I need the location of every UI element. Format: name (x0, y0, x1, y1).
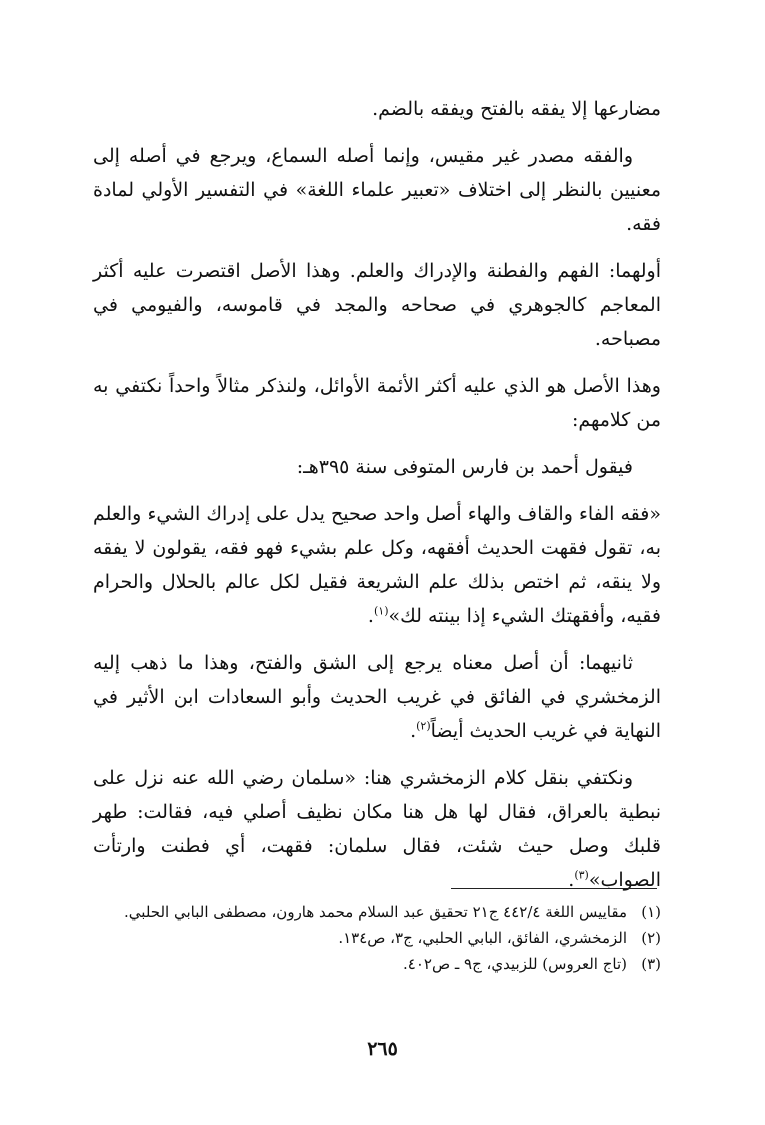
footnote-number: (١) (641, 903, 661, 921)
paragraph-3: أولهما: الفهم والفطنة والإدراك والعلم. وهذا الأصل اقتصرت عليه أكثر المعاجم كالجوهري في صحاحه والمجد في قاموسه، والفيومي في مصباحه. (93, 260, 661, 350)
footnote-text: (تاج العروس) للزبيدي، ج٩ ـ ص٤٠٢. (403, 955, 627, 973)
paragraph-4: وهذا الأصل هو الذي عليه أكثر الأئمة الأوائل، ولنذكر مثالاً واحداً نكتفي به من كلامهم: (93, 375, 661, 431)
quote-text: «فقه الفاء والقاف والهاء أصل واحد صحيح يدل على إدراك الشيء والعلم به، تقول فقهت الحديث أفقهه، وكل علم بشيء فهو فقه، يقولون لا يفقه ولا ينقه، ثم اختص بذلك علم الشريعة فقيل لكل عالم بالحلال والحرام فقيه، وأفقهتك الشيء إذا بينته لك» (93, 503, 661, 627)
paragraph-8-end: . (568, 869, 575, 891)
paragraph-7-end: . (410, 720, 417, 742)
paragraph-2: والفقه مصدر غير مقيس، وإنما أصله السماع، ويرجع في أصله إلى معنيين بالنظر إلى اختلاف «تعبير علماء اللغة» في التفسير الأولي لمادة فقه. (93, 145, 661, 235)
footnote-number: (٢) (641, 929, 661, 947)
footnote-text: مقاييس اللغة ٤٤٢/٤ ج٢١ تحقيق عبد السلام محمد هارون، مصطفى البابي الحلبي. (124, 903, 627, 921)
footnote-3 (93, 952, 661, 976)
paragraph-7 (93, 646, 661, 748)
paragraph-1: مضارعها إلا يفقه بالفتح ويفقه بالضم. (372, 98, 661, 120)
paragraph-8-text: ونكتفي بنقل كلام الزمخشري هنا: «سلمان رضي الله عنه نزل على نبطية بالعراق، فقال لها هل هنا مكان نظيف أصلي فيه، فقالت: طهر قلبك وصل حيث شئت، فقال سلمان: فقهت، أي فطنت وارتأت الصواب» (93, 767, 661, 891)
footnote-divider (451, 888, 657, 889)
footnote-text: الزمخشري، الفائق، البابي الحلبي، ج٣، ص١٣٤. (338, 929, 627, 947)
paragraph-6 (93, 497, 661, 633)
paragraph-8 (93, 761, 661, 897)
footnote-ref-1: (١) (373, 604, 389, 618)
footnote-2 (93, 926, 661, 950)
footnote-1 (93, 900, 661, 924)
footnote-ref-3: (٣) (574, 868, 589, 882)
paragraph-5: فيقول أحمد بن فارس المتوفى سنة ٣٩٥هـ: (296, 456, 633, 478)
page-number: ٢٦٥ (367, 1038, 398, 1060)
footnotes (93, 900, 661, 978)
quote-end: . (367, 605, 374, 627)
footnote-ref-2: (٢) (416, 719, 431, 733)
footnote-number: (٣) (641, 955, 661, 973)
main-text (93, 92, 661, 910)
paragraph-7-text: ثانيهما: أن أصل معناه يرجع إلى الشق والفتح، وهذا ما ذهب إليه الزمخشري في الفائق في غريب الحديث وأبو السعادات ابن الأثير في النهاية في غريب الحديث أيضاً (93, 652, 661, 742)
